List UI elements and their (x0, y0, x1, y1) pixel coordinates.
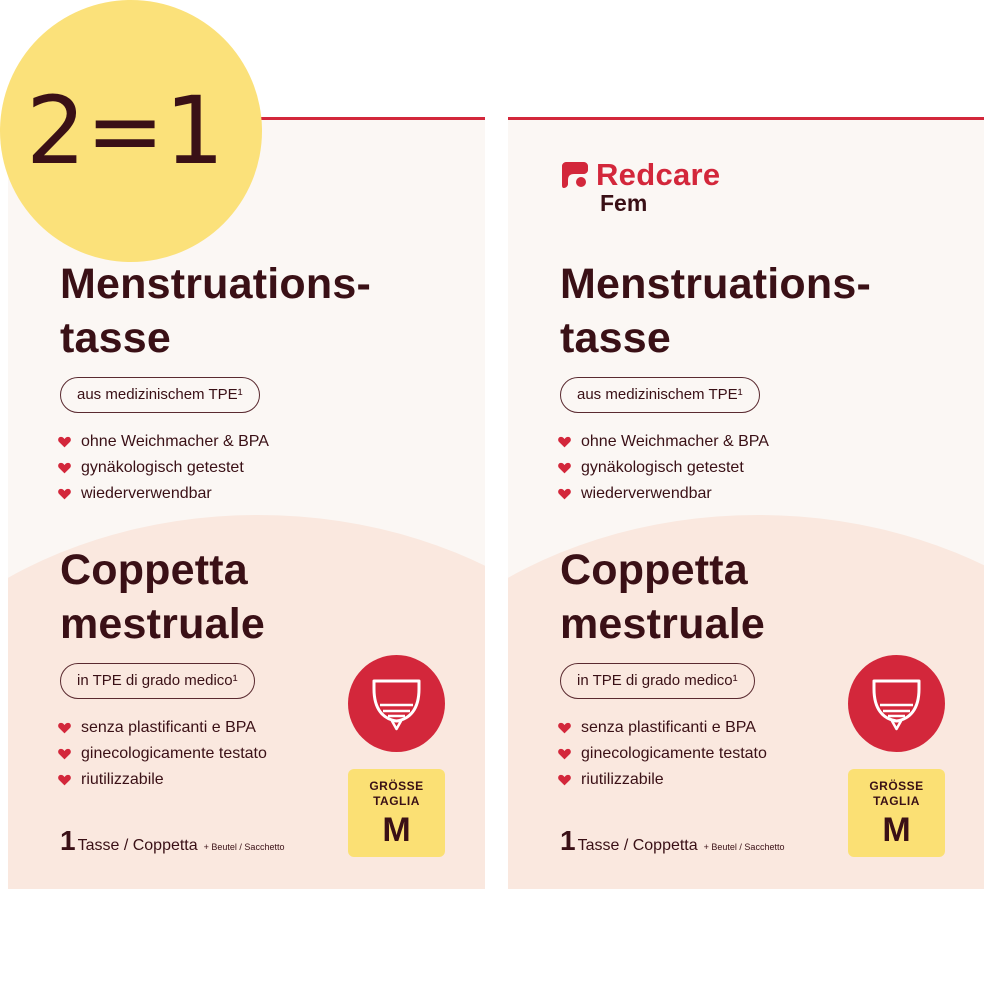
list-item: senza plastificanti e BPA (58, 715, 267, 741)
promo-badge (0, 0, 262, 262)
heart-icon (558, 436, 571, 448)
brand-sub: Fem (600, 190, 648, 216)
list-item: ginecologicamente testato (558, 741, 767, 767)
count-number: 1 (60, 825, 76, 856)
title-german-line1: Menstruations- (560, 260, 871, 308)
list-item: ohne Weichmacher & BPA (558, 429, 769, 455)
material-pill-italian: in TPE di grado medico¹ (560, 663, 755, 699)
size-badge (348, 769, 445, 857)
title-italian (560, 543, 765, 651)
material-pill-italian: in TPE di grado medico¹ (60, 663, 255, 699)
heart-icon (58, 488, 71, 500)
size-label-italian: TAGLIA (873, 794, 920, 808)
package-count (560, 825, 784, 857)
list-item: riutilizzabile (58, 767, 267, 793)
size-badge (848, 769, 945, 857)
list-item: wiederverwendbar (558, 481, 769, 507)
heart-icon (58, 436, 71, 448)
redcare-logo-icon (560, 160, 590, 190)
title-italian-line2: mestruale (60, 600, 265, 648)
count-extra: + Beutel / Sacchetto (203, 842, 285, 852)
list-item: gynäkologisch getestet (58, 455, 269, 481)
count-number: 1 (560, 825, 576, 856)
title-german-line2: tasse (60, 314, 171, 362)
heart-icon (558, 488, 571, 500)
heart-icon (558, 774, 571, 786)
title-german (560, 257, 871, 365)
product-box-right (508, 117, 984, 889)
top-accent-line (508, 117, 984, 120)
promo-label: 2=1 (26, 77, 225, 186)
heart-icon (558, 462, 571, 474)
menstrual-cup-icon (848, 655, 945, 752)
bullet-list-german (58, 429, 269, 507)
list-item: wiederverwendbar (58, 481, 269, 507)
bullet-list-italian (558, 715, 767, 793)
count-label: Tasse / Coppetta (77, 837, 198, 854)
heart-icon (58, 722, 71, 734)
list-item: ohne Weichmacher & BPA (58, 429, 269, 455)
title-german-line2: tasse (560, 314, 671, 362)
title-italian-line2: mestruale (560, 600, 765, 648)
list-item: senza plastificanti e BPA (558, 715, 767, 741)
package-count (60, 825, 284, 857)
cup-badge (848, 655, 945, 752)
bullet-list-italian (58, 715, 267, 793)
size-label-german: GRÖSSE (869, 779, 924, 793)
material-pill-german: aus medizinischem TPE¹ (60, 377, 260, 413)
heart-icon (58, 462, 71, 474)
count-extra: + Beutel / Sacchetto (703, 842, 785, 852)
list-item: gynäkologisch getestet (558, 455, 769, 481)
bullet-list-german (558, 429, 769, 507)
brand-name: Redcare (596, 157, 721, 192)
heart-icon (558, 722, 571, 734)
heart-icon (58, 748, 71, 760)
heart-icon (558, 748, 571, 760)
size-label-italian: TAGLIA (373, 794, 420, 808)
size-label-german: GRÖSSE (369, 779, 424, 793)
title-italian-line1: Coppetta (560, 546, 748, 594)
size-value: M (882, 811, 911, 849)
list-item: ginecologicamente testato (58, 741, 267, 767)
heart-icon (58, 774, 71, 786)
list-item: riutilizzabile (558, 767, 767, 793)
cup-badge (348, 655, 445, 752)
title-italian-line1: Coppetta (60, 546, 248, 594)
title-german-line1: Menstruations- (60, 260, 371, 308)
material-pill-german: aus medizinischem TPE¹ (560, 377, 760, 413)
count-label: Tasse / Coppetta (577, 837, 698, 854)
title-german (60, 257, 371, 365)
menstrual-cup-icon (348, 655, 445, 752)
brand-logo (560, 157, 720, 217)
title-italian (60, 543, 265, 651)
size-value: M (382, 811, 411, 849)
